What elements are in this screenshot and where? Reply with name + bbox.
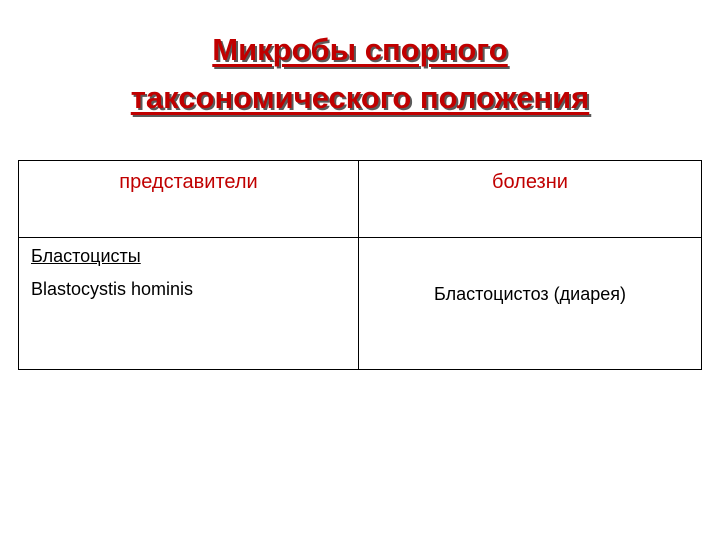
slide-title — [0, 26, 720, 122]
table-row — [19, 238, 702, 370]
disease-name: Бластоцистоз (диарея) — [434, 284, 626, 304]
header-label-diseases: болезни — [492, 171, 568, 193]
header-cell-diseases — [359, 161, 702, 238]
header-cell-representatives — [19, 161, 359, 238]
representative-latin-name: Blastocystis hominis — [31, 279, 194, 299]
table-header-row — [19, 161, 702, 238]
slide-title-line-2: таксономического положения — [130, 80, 590, 115]
slide-title-line-1: Микробы спорного — [212, 32, 508, 67]
representative-common-name: Бластоцисты — [31, 246, 141, 266]
cell-representative — [19, 238, 359, 370]
microbes-table — [18, 160, 702, 370]
header-label-representatives: представители — [119, 171, 258, 193]
cell-disease — [359, 238, 702, 370]
